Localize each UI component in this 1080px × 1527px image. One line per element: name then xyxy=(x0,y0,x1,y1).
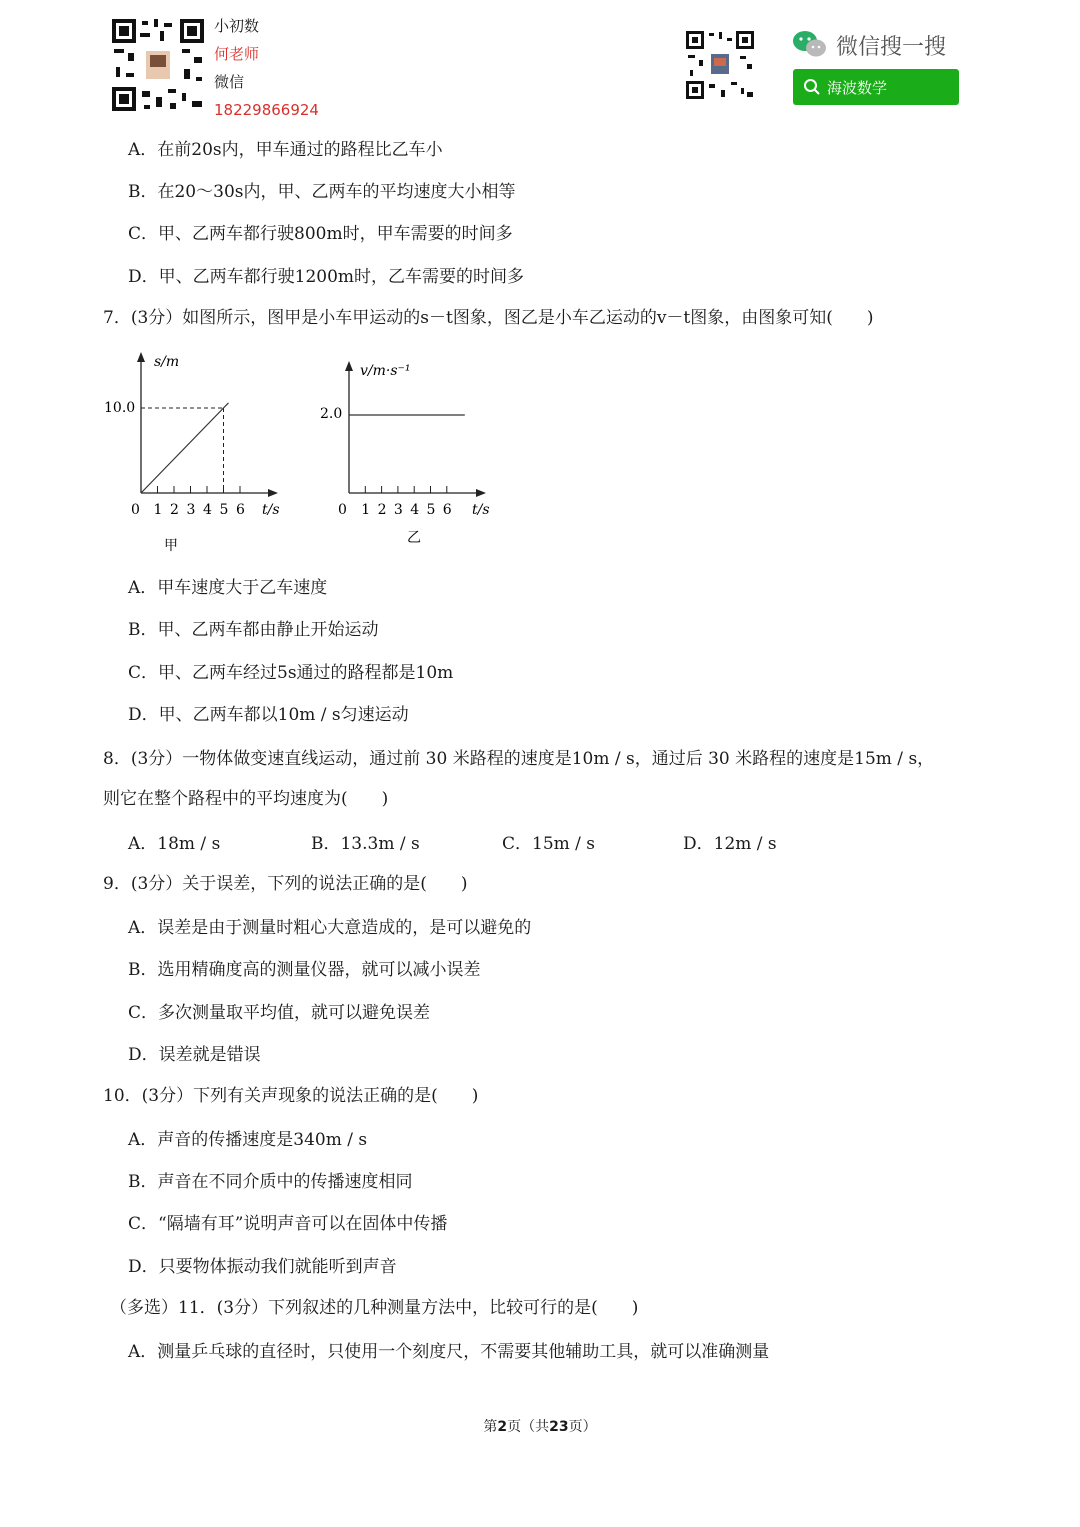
search-icon xyxy=(803,78,821,96)
chart-jia-x-tick-label: 0 xyxy=(131,502,140,518)
chart-jia-y-tick-label: 10.0 xyxy=(104,400,136,416)
chart-jia-y-arrow xyxy=(137,352,145,362)
q8-stem-line-1: 8．(3分）一物体做变速直线运动，通过前 30 米路程的速度是10m / s，通过后 30 米路程的速度是15m / s， xyxy=(103,749,935,769)
chart-jia xyxy=(100,348,300,558)
q10-option-a: A．声音的传播速度是340m / s xyxy=(128,1130,368,1150)
q10-option-b: B．声音在不同介质中的传播速度相同 xyxy=(128,1172,413,1192)
chart-yi-xlabel: t/s xyxy=(472,502,490,518)
q8-option-b: B．13.3m / s xyxy=(311,834,420,854)
q6-option-c: C．甲、乙两车都行驶800m时，甲车需要的时间多 xyxy=(128,224,513,244)
q7-option-a: A．甲车速度大于乙车速度 xyxy=(128,578,328,598)
chart-yi-x-arrow xyxy=(476,489,486,497)
q10-stem: 10．(3分）下列有关声现象的说法正确的是( ) xyxy=(103,1086,479,1106)
footer-pre: 第 xyxy=(483,1419,498,1435)
chart-yi-x-tick-label: 6 xyxy=(442,502,452,518)
chart-jia-x-tick-label: 5 xyxy=(219,502,229,518)
chart-yi-x-tick-label: 2 xyxy=(377,502,387,518)
wechat-search-title: 微信搜一搜 xyxy=(836,35,947,60)
chart-jia-x-tick-label: 3 xyxy=(186,502,196,518)
footer-mid: 页（共 xyxy=(507,1419,550,1435)
chart-yi-ylabel: v/m·s⁻¹ xyxy=(360,363,411,379)
chart-yi-y-arrow xyxy=(345,361,353,371)
page-footer xyxy=(0,1416,1080,1436)
search-button-label: 海波数学 xyxy=(827,79,888,97)
q6-option-a: A．在前20s内，甲车通过的路程比乙车小 xyxy=(128,140,443,160)
contact-line-3: 微信 xyxy=(214,73,245,91)
q10-option-d: D．只要物体振动我们就能听到声音 xyxy=(128,1257,397,1277)
q6-option-d: D．甲、乙两车都行驶1200m时，乙车需要的时间多 xyxy=(128,267,525,287)
q8-option-c: C．15m / s xyxy=(502,834,596,854)
chart-yi xyxy=(310,355,500,550)
chart-jia-ylabel: s/m xyxy=(154,354,180,370)
contact-phone: 18229866924 xyxy=(214,101,319,119)
q8-option-a: A．18m / s xyxy=(128,834,221,854)
chart-yi-x-tick-label: 0 xyxy=(338,502,347,518)
chart-yi-x-tick-label: 4 xyxy=(410,502,420,518)
qr-code-right xyxy=(685,30,755,100)
contact-line-1: 小初数 xyxy=(214,17,260,35)
q9-option-b: B．选用精确度高的测量仪器，就可以减小误差 xyxy=(128,960,481,980)
search-button[interactable] xyxy=(793,69,959,105)
chart-yi-x-tick-label: 5 xyxy=(426,502,436,518)
wechat-icon xyxy=(792,29,828,63)
q8-stem-line-2: 则它在整个路程中的平均速度为( ) xyxy=(103,789,389,809)
chart-jia-xlabel: t/s xyxy=(262,502,280,518)
q8-option-d: D．12m / s xyxy=(683,834,777,854)
chart-jia-x-tick-label: 4 xyxy=(203,502,212,518)
q10-option-c: C．“隔墙有耳”说明声音可以在固体中传播 xyxy=(128,1214,448,1234)
q9-option-a: A．误差是由于测量时粗心大意造成的，是可以避免的 xyxy=(128,918,532,938)
q9-option-d: D．误差就是错误 xyxy=(128,1045,261,1065)
q9-stem: 9．(3分）关于误差，下列的说法正确的是( ) xyxy=(103,874,468,894)
q7-option-b: B．甲、乙两车都由静止开始运动 xyxy=(128,620,379,640)
chart-jia-caption: 甲 xyxy=(164,538,178,554)
qr-code-left xyxy=(110,17,206,113)
q9-option-c: C．多次测量取平均值，就可以避免误差 xyxy=(128,1003,431,1023)
q7-stem: 7．(3分）如图所示，图甲是小车甲运动的s－t图象，图乙是小车乙运动的v－t图象，由图象可知( ) xyxy=(103,308,874,328)
chart-yi-x-tick-label: 3 xyxy=(393,502,403,518)
contact-teacher: 何老师 xyxy=(214,45,260,63)
q11-option-a: A．测量乒乓球的直径时，只使用一个刻度尺，不需要其他辅助工具，就可以准确测量 xyxy=(128,1342,770,1362)
chart-jia-series-line xyxy=(141,403,228,493)
footer-page-number: 2 xyxy=(497,1419,508,1435)
q7-option-c: C．甲、乙两车经过5s通过的路程都是10m xyxy=(128,663,454,683)
footer-total-pages: 23 xyxy=(549,1419,569,1435)
chart-jia-x-tick-label: 2 xyxy=(170,502,179,518)
q7-option-d: D．甲、乙两车都以10m / s匀速运动 xyxy=(128,705,409,725)
q6-option-b: B．在20～30s内，甲、乙两车的平均速度大小相等 xyxy=(128,182,516,202)
chart-yi-x-tick-label: 1 xyxy=(361,502,371,518)
chart-jia-x-tick-label: 1 xyxy=(153,502,163,518)
chart-yi-caption: 乙 xyxy=(407,530,421,546)
chart-jia-x-tick-label: 6 xyxy=(236,502,245,518)
chart-yi-y-tick-label: 2.0 xyxy=(320,406,343,422)
q11-stem: （多选）11．(3分）下列叙述的几种测量方法中，比较可行的是( ) xyxy=(110,1298,639,1318)
chart-jia-x-arrow xyxy=(268,489,278,497)
contact-info xyxy=(214,12,319,124)
footer-post: 页） xyxy=(568,1419,597,1435)
